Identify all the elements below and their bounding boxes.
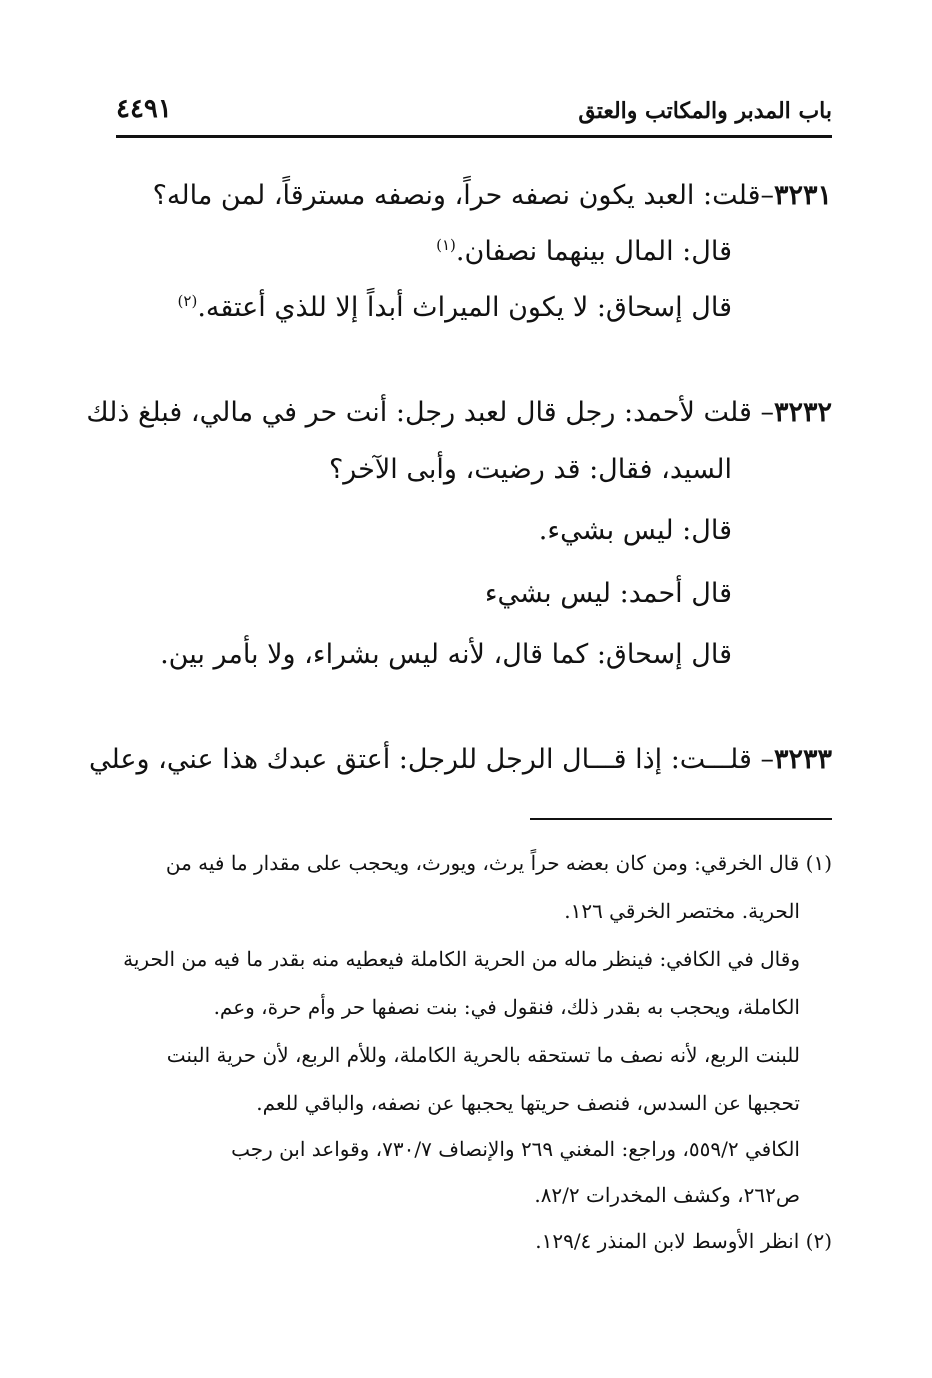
running-title: باب المدبر والمكاتب والعتق: [578, 98, 832, 124]
entry-3232-line-4: [485, 574, 732, 614]
entry-text: قال إسحاق: كما قال، لأنه ليس بشراء، ولا بأمر بين.: [160, 639, 732, 670]
entry-3231-line-3: [178, 288, 732, 328]
page-header: [116, 92, 832, 132]
entry-3232-line-5: [160, 635, 732, 675]
entry-text: – قلت لأحمد: رجل قال لعبد رجل: أنت حر في مالي، فبلغ ذلك: [86, 397, 774, 428]
entry-3232-line-2: [329, 450, 732, 490]
entry-text: – قلـــت: إذا قـــال الرجل للرجل: أعتق عبدك هذا عني، وعلي: [88, 744, 774, 775]
footnote-line: الكاملة، ويحجب به بقدر ذلك، فنقول في: بنت نصفها حر وأم حرة، وعم.: [213, 995, 800, 1019]
footnote-line: تحجبها عن السدس، فنصف حريتها يحجبها عن نصفه، والباقي للعم.: [256, 1091, 800, 1115]
footnote-ref-2: (٢): [177, 292, 198, 310]
footnote-line: (٢) انظر الأوسط لابن المنذر ١٢٩/٤.: [535, 1229, 832, 1253]
footnote-line: (١) قال الخرقي: ومن كان بعضه حراً يرث، ويورث، ويحجب على مقدار ما فيه من: [165, 851, 832, 875]
entry-text: قال: المال بينهما نصفان.: [455, 236, 732, 267]
entry-3231-line-2: [436, 232, 732, 272]
footnote-line: الكافي ٥٥٩/٢، وراجع: المغني ٢٦٩ والإنصاف ٧٣٠/٧، وقواعد ابن رجب: [231, 1137, 800, 1161]
entry-3233-line-1: [89, 740, 832, 780]
footnote-line: للبنت الربع، لأنه نصف ما تستحقه بالحرية الكاملة، وللأم الربع، لأن حرية البنت: [166, 1043, 800, 1067]
footnote-ref-1: (١): [436, 236, 456, 254]
entry-number: ٣٢٣٢: [773, 397, 832, 428]
entry-text: –قلت: العبد يكون نصفه حراً، ونصفه مسترقاً، لمن ماله؟: [152, 180, 774, 211]
footnote-line: ص٢٦٢، وكشف المخدرات ٨٢/٢.: [534, 1183, 800, 1207]
footnote-separator: [530, 818, 832, 820]
header-rule: [116, 135, 832, 138]
entry-text: قال أحمد: ليس بشيء: [484, 578, 732, 609]
entry-text: قال إسحاق: لا يكون الميراث أبداً إلا للذي أعتقه.: [197, 292, 732, 323]
entry-3232-line-3: [539, 511, 732, 551]
entry-text: السيد، فقال: قد رضيت، وأبى الآخر؟: [328, 454, 732, 485]
entry-3232-line-1: [86, 393, 832, 433]
footnote-line: وقال في الكافي: فينظر ماله من الحرية الكاملة فيعطيه منه بقدر ما فيه من الحرية: [123, 947, 800, 971]
footnote-line: الحرية. مختصر الخرقي ١٢٦.: [564, 899, 800, 923]
entry-text: قال: ليس بشيء.: [538, 515, 732, 546]
entry-3231-line-1: [153, 176, 832, 216]
entry-number: ٣٢٣١: [773, 180, 832, 211]
entry-number: ٣٢٣٣: [773, 744, 832, 775]
page-number: ٤٤٩١: [116, 94, 172, 124]
